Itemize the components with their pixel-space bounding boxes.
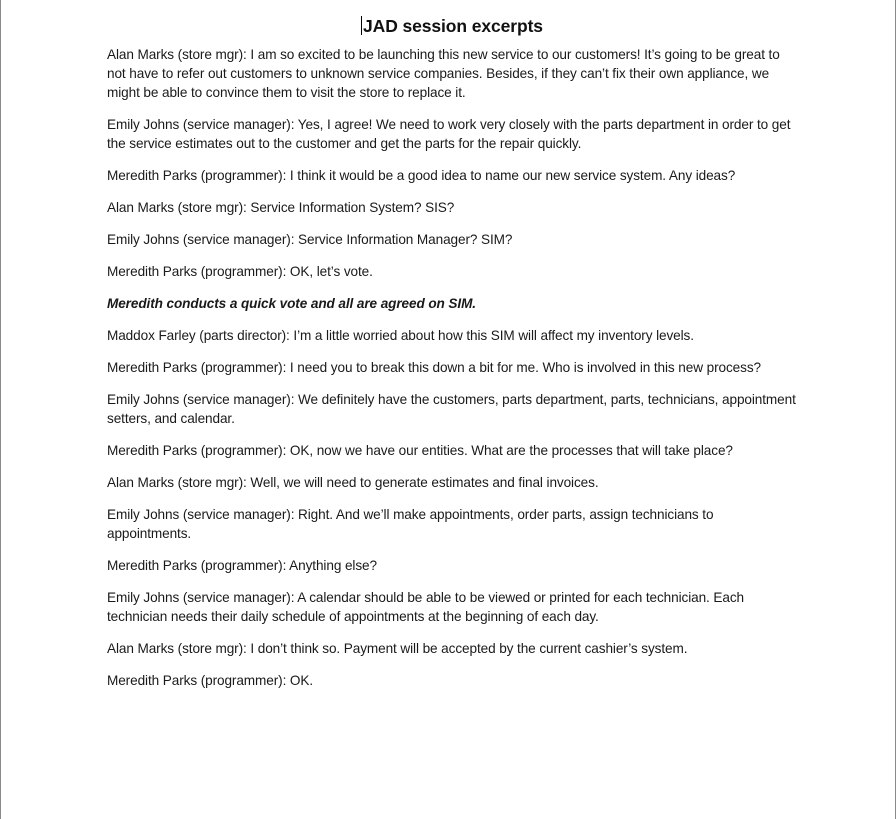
- paragraph-15: Emily Johns (service manager): A calendar should be able to be viewed or printed for each technician. Each technician needs their daily schedule of appointments at the beginning of each day.: [107, 590, 744, 624]
- paragraph-17: Meredith Parks (programmer): OK.: [107, 673, 314, 688]
- paragraph-16: Alan Marks (store mgr): I don’t think so. Payment will be accepted by the current cashier’s system.: [107, 641, 688, 656]
- paragraph-6: Meredith Parks (programmer): OK, let’s vote.: [107, 264, 373, 279]
- document-title-text: JAD session excerpts: [363, 16, 543, 36]
- paragraph-11: Meredith Parks (programmer): OK, now we have our entities. What are the processes that will take place?: [107, 443, 733, 458]
- paragraph-5: Emily Johns (service manager): Service Information Manager? SIM?: [107, 232, 513, 247]
- paragraph-7-note: Meredith conducts a quick vote and all are agreed on SIM.: [107, 296, 476, 311]
- document-title: [107, 14, 797, 38]
- paragraph-14: Meredith Parks (programmer): Anything else?: [107, 558, 377, 573]
- paragraph-1: Alan Marks (store mgr): I am so excited to be launching this new service to our customers! It’s going to be great to not have to refer out customers to unknown service companies. Besides, if they can’t fix their own appliance, we might be able to convince them to visit the store to replace it.: [107, 47, 780, 100]
- paragraph-4: Alan Marks (store mgr): Service Information System? SIS?: [107, 200, 455, 215]
- document-body[interactable]: [107, 14, 797, 703]
- text-cursor: [361, 16, 362, 35]
- paragraph-12: Alan Marks (store mgr): Well, we will need to generate estimates and final invoices.: [107, 475, 599, 490]
- paragraph-8: Maddox Farley (parts director): I’m a little worried about how this SIM will affect my inventory levels.: [107, 328, 694, 343]
- paragraph-3: Meredith Parks (programmer): I think it would be a good idea to name our new service system. Any ideas?: [107, 168, 736, 183]
- paragraph-13: Emily Johns (service manager): Right. And we’ll make appointments, order parts, assign technicians to appointments.: [107, 507, 714, 541]
- paragraph-2: Emily Johns (service manager): Yes, I agree! We need to work very closely with the parts department in order to get the service estimates out to the customer and get the parts for the repair quickly.: [107, 117, 791, 151]
- paragraph-9: Meredith Parks (programmer): I need you to break this down a bit for me. Who is involved in this new process?: [107, 360, 761, 375]
- paragraph-10: Emily Johns (service manager): We definitely have the customers, parts department, parts, technicians, appointment setters, and calendar.: [107, 392, 796, 426]
